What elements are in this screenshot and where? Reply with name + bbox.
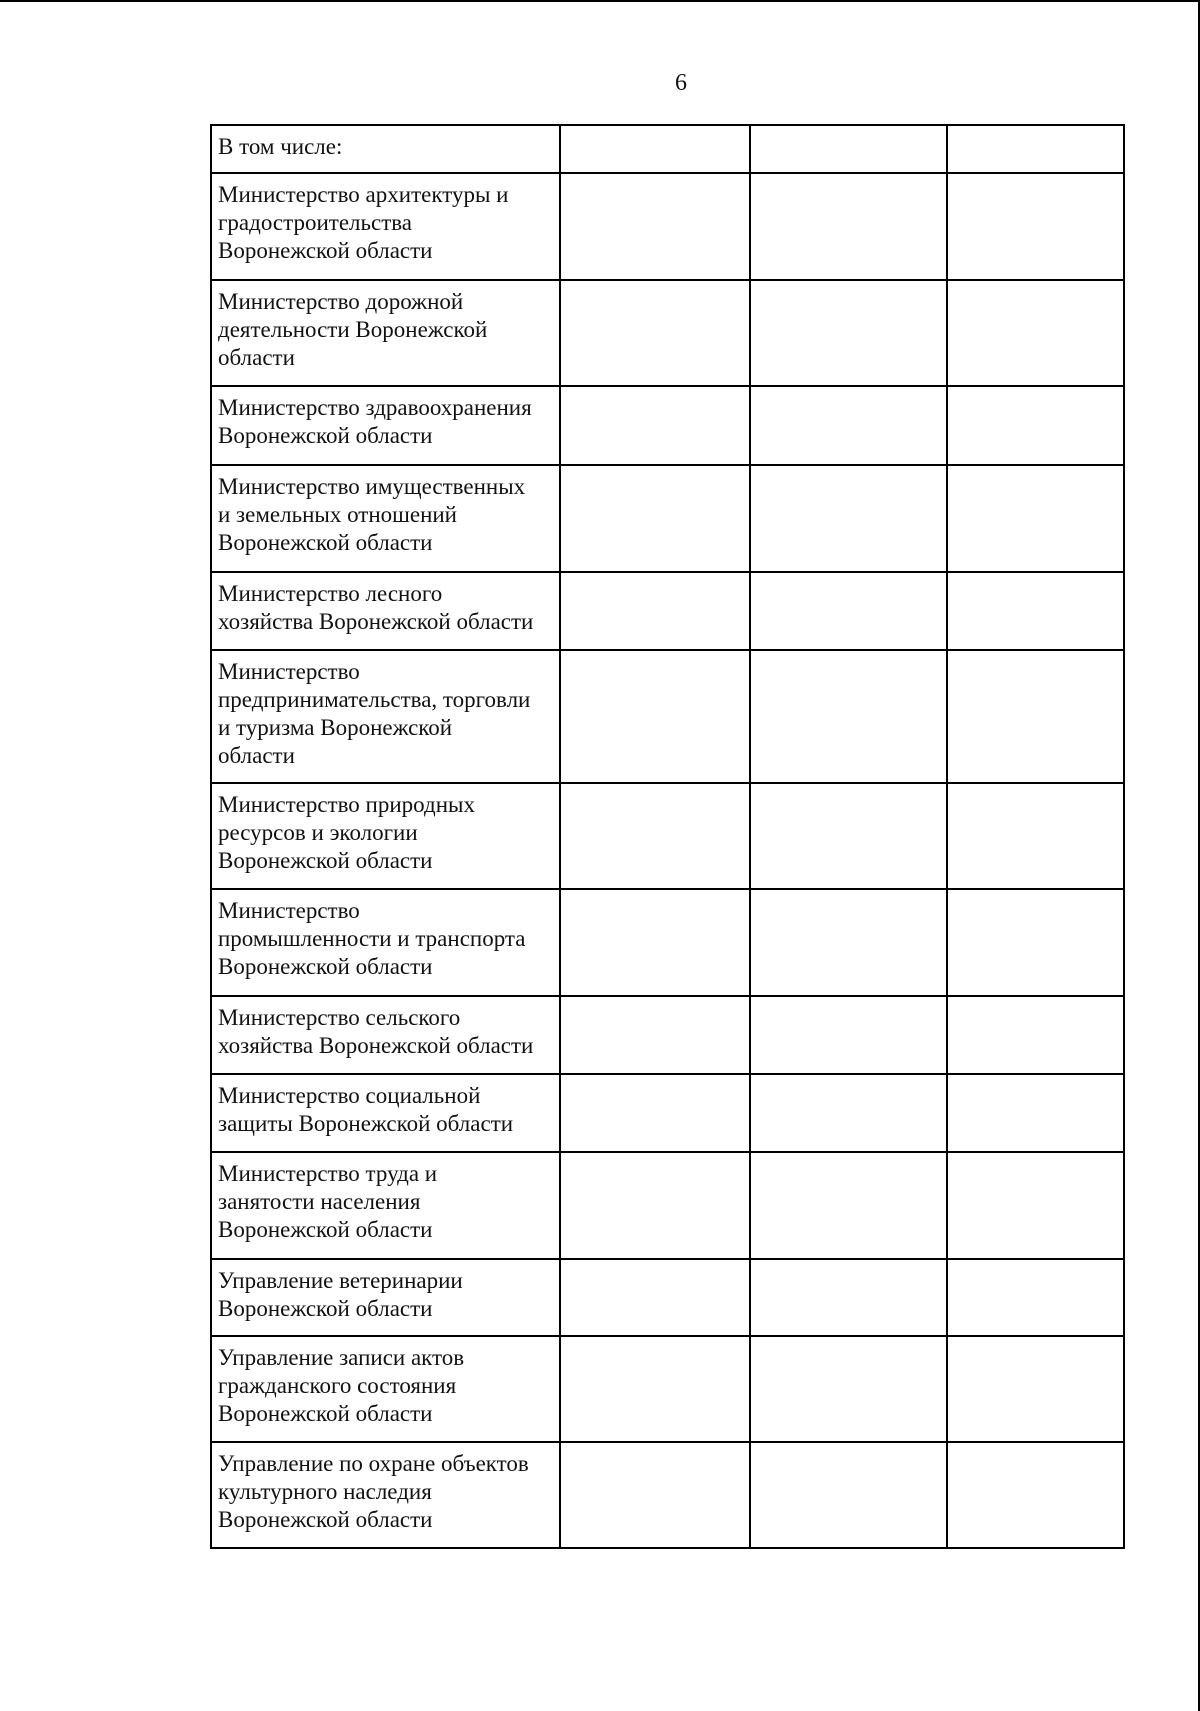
empty-cell	[750, 783, 947, 889]
empty-cell	[750, 1442, 947, 1548]
page-number: 6	[675, 70, 687, 96]
row-label: Управление записи актов гражданского состояния Воронежской области	[211, 1336, 560, 1442]
empty-cell	[750, 1074, 947, 1152]
row-label: Министерство труда и занятости населения Воронежской области	[211, 1152, 560, 1259]
empty-cell	[560, 572, 750, 650]
row-label: Министерство здравоохранения Воронежской области	[211, 386, 560, 465]
empty-cell	[750, 125, 947, 173]
empty-cell	[560, 1442, 750, 1548]
empty-cell	[560, 280, 750, 386]
empty-cell	[947, 173, 1124, 280]
table-row	[211, 1152, 1124, 1259]
empty-cell	[560, 650, 750, 783]
table-row	[211, 650, 1124, 783]
row-label: Министерство природных ресурсов и экологии Воронежской области	[211, 783, 560, 889]
empty-cell	[947, 572, 1124, 650]
empty-cell	[750, 889, 947, 996]
empty-cell	[560, 1259, 750, 1336]
table-row	[211, 280, 1124, 386]
empty-cell	[560, 1152, 750, 1259]
empty-cell	[947, 280, 1124, 386]
row-label: Министерство предпринимательства, торговли и туризма Воронежской области	[211, 650, 560, 783]
empty-cell	[750, 465, 947, 572]
empty-cell	[750, 650, 947, 783]
empty-cell	[560, 173, 750, 280]
empty-cell	[750, 1259, 947, 1336]
empty-cell	[750, 1336, 947, 1442]
empty-cell	[750, 572, 947, 650]
empty-cell	[947, 889, 1124, 996]
empty-cell	[947, 1336, 1124, 1442]
row-label: В том числе:	[211, 125, 560, 173]
empty-cell	[947, 125, 1124, 173]
row-label: Министерство промышленности и транспорта Воронежской области	[211, 889, 560, 996]
empty-cell	[560, 889, 750, 996]
empty-cell	[947, 1442, 1124, 1548]
empty-cell	[947, 1259, 1124, 1336]
empty-cell	[750, 996, 947, 1074]
empty-cell	[947, 386, 1124, 465]
table-row	[211, 1336, 1124, 1442]
row-label: Министерство дорожной деятельности Воронежской области	[211, 280, 560, 386]
empty-cell	[947, 783, 1124, 889]
empty-cell	[560, 386, 750, 465]
table-row	[211, 1259, 1124, 1336]
empty-cell	[750, 386, 947, 465]
row-label: Министерство имущественных и земельных отношений Воронежской области	[211, 465, 560, 572]
empty-cell	[560, 125, 750, 173]
table-row	[211, 783, 1124, 889]
empty-cell	[750, 280, 947, 386]
empty-cell	[750, 173, 947, 280]
empty-cell	[947, 650, 1124, 783]
empty-cell	[947, 1074, 1124, 1152]
row-label: Министерство социальной защиты Воронежской области	[211, 1074, 560, 1152]
table-row	[211, 1074, 1124, 1152]
row-label: Министерство архитектуры и градостроительства Воронежской области	[211, 173, 560, 280]
empty-cell	[560, 465, 750, 572]
table-row	[211, 572, 1124, 650]
empty-cell	[947, 465, 1124, 572]
empty-cell	[560, 783, 750, 889]
table-row	[211, 996, 1124, 1074]
empty-cell	[750, 1152, 947, 1259]
table-row	[211, 465, 1124, 572]
empty-cell	[560, 1074, 750, 1152]
empty-cell	[560, 1336, 750, 1442]
organizations-table	[210, 124, 1125, 1549]
empty-cell	[947, 996, 1124, 1074]
row-label: Министерство сельского хозяйства Воронежской области	[211, 996, 560, 1074]
empty-cell	[947, 1152, 1124, 1259]
row-label: Министерство лесного хозяйства Воронежской области	[211, 572, 560, 650]
table-row	[211, 1442, 1124, 1548]
row-label: Управление по охране объектов культурного наследия Воронежской области	[211, 1442, 560, 1548]
row-label: Управление ветеринарии Воронежской области	[211, 1259, 560, 1336]
table-row	[211, 173, 1124, 280]
empty-cell	[560, 996, 750, 1074]
table-row	[211, 125, 1124, 173]
table-row	[211, 889, 1124, 996]
table-row	[211, 386, 1124, 465]
